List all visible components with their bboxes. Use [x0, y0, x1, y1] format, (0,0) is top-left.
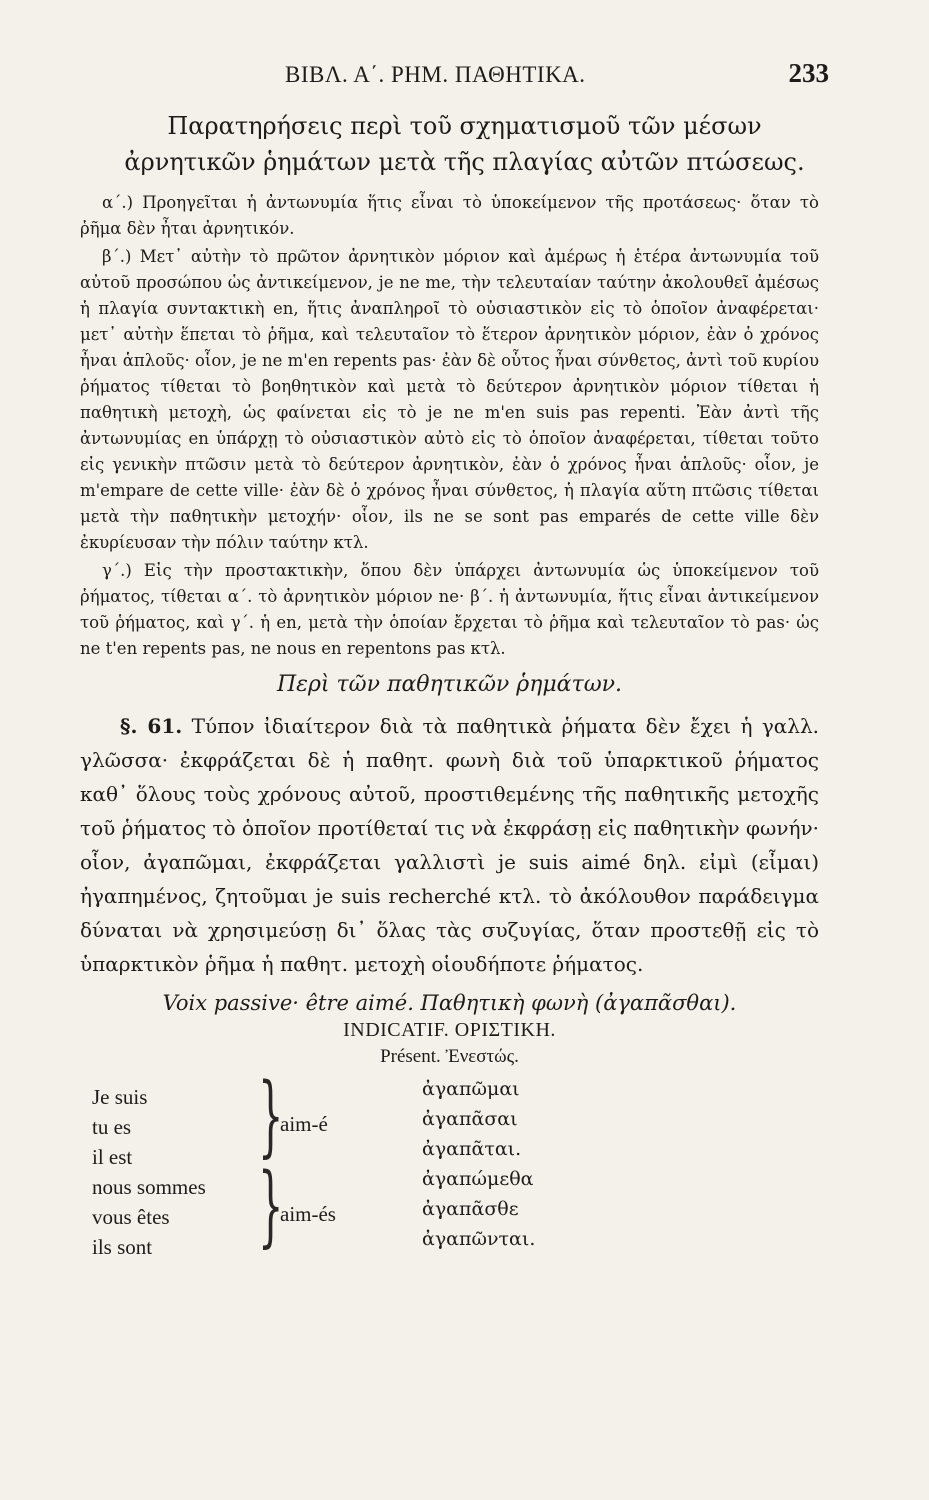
- section-number: §. 61.: [120, 714, 183, 738]
- french-form: vous êtes: [92, 1205, 170, 1229]
- tense-heading: Présent. Ἐνεστώς.: [380, 1046, 519, 1067]
- greek-form: ἀγαπᾶσθε: [422, 1198, 519, 1220]
- participle-stem: aim-és: [280, 1202, 336, 1226]
- french-form: il est: [92, 1145, 133, 1169]
- running-header: [80, 58, 829, 94]
- greek-form: ἀγαπᾶται.: [422, 1138, 522, 1160]
- section-61-paragraph: [80, 709, 819, 981]
- right-brace: }: [258, 1156, 284, 1258]
- participle-stem: aim-é: [280, 1112, 328, 1136]
- french-form: nous sommes: [92, 1175, 206, 1199]
- conjugation-table: [80, 1066, 819, 1259]
- paragraph-gamma: γ΄.) Εἰς τὴν προστακτικὴν, ὅπου δὲν ὑπάρχει ἀντωνυμία ὡς ὑποκείμενον τοῦ ῥήματος, τίθεται α΄. τὸ ἀρνητικὸν μόριον ne· β΄. ἡ ἀντωνυμία, ἥτις εἶναι ἀντικείμενον τοῦ ῥήματος, καὶ γ΄. ἡ en, μετὰ τὴν ὁποίαν ἔρχεται τὸ ῥῆμα καὶ τελευταῖον τὸ pas· ὡς ne t'en repents pas, ne nous en repentons pas κτλ.: [80, 561, 819, 658]
- section-title: Παρατηρήσεις περὶ τοῦ σχηματισμοῦ τῶν μέσων ἀρνητικῶν ῥημάτων μετὰ τῆς πλαγίας αὐτῶν πτώσεως.: [124, 112, 805, 176]
- running-title: ΒΙΒΛ. Α΄. ΡΗΜ. ΠΑΘΗΤΙΚΑ.: [285, 62, 586, 87]
- greek-form: ἀγαπᾶσαι: [422, 1108, 518, 1130]
- french-form: Je suis: [92, 1085, 148, 1109]
- french-form: ils sont: [92, 1235, 153, 1259]
- greek-form: ἀγαπῶμαι: [422, 1078, 520, 1100]
- voice-heading: Voix passive· être aimé. Παθητικὴ φωνὴ (ἀγαπᾶσθαι).: [162, 991, 737, 1015]
- paragraph-alpha: α΄.) Προηγεῖται ἡ ἀντωνυμία ἥτις εἶναι τὸ ὑποκείμενον τῆς προτάσεως· ὅταν τὸ ῥῆμα δὲν ἦται ἀρνητικόν.: [80, 193, 819, 238]
- french-form: tu es: [92, 1115, 132, 1139]
- section-61-text: Τύπον ἰδιαίτερον διὰ τὰ παθητικὰ ῥήματα δὲν ἔχει ἡ γαλλ. γλῶσσα· ἐκφράζεται δὲ ἡ παθητ. φωνὴ διὰ τοῦ ὑπαρκτικοῦ ῥήματος καθ᾽ ὅλους τοὺς χρόνους αὐτοῦ, προστιθεμένης τῆς παθητικῆς μετοχῆς τοῦ ῥήματος τὸ ὁποῖον προτίθεταί τις νὰ ἐκφράσῃ εἰς παθητικὴν φωνήν· οἷον, ἀγαπῶμαι, ἐκφράζεται γαλλιστὶ je suis aimé δηλ. εἰμὶ (εἶμαι) ἠγαπημένος, ζητοῦμαι je suis recherché κτλ. τὸ ἀκόλουθον παράδειγμα δύναται νὰ χρησιμεύσῃ δι᾽ ὅλας τὰς συζυγίας, ὅταν προστεθῇ εἰς τὸ ὑπαρκτικὸν ῥῆμα ἡ παθητ. μετοχὴ οἱουδήποτε ῥήματος.: [80, 714, 820, 976]
- greek-form: ἀγαπῶνται.: [422, 1228, 536, 1250]
- right-brace: }: [258, 1066, 284, 1168]
- paragraph-beta: β΄.) Μετ᾽ αὐτὴν τὸ πρῶτον ἀρνητικὸν μόριον καὶ ἀμέρως ἡ ἑτέρα ἀντωνυμία τοῦ αὐτοῦ προσώπου ὡς ἀντικείμενον, je ne me, τὴν τελευταίαν ταύτην ἀκολουθεῖ ἀμέσως ἡ πλαγία συντακτικὴ en, ἥτις ἀναπληροῖ τὸ οὐσιαστικὸν εἰς τὸ ὁποῖον ἀναφέρεται· μετ᾽ αὐτὴν ἕπεται τὸ ῥῆμα, καὶ τελευταῖον τὸ ἕτερον ἀρνητικὸν μόριον, ἐὰν ὁ χρόνος ἦναι ἁπλοῦς· οἷον, je ne m'en repents pas· ἐὰν δὲ οὗτος ἦναι σύνθετος, ἀντὶ τοῦ κυρίου ῥήματος τίθεται τὸ βοηθητικὸν καὶ μετὰ τὸ δεύτερον ἀρνητικὸν μόριον τίθεται ἡ παθητικὴ μετοχὴ, ὡς φαίνεται εἰς τὸ je ne m'en suis pas repenti. Ἐὰν ἀντὶ τῆς ἀντωνυμίας en ὑπάρχῃ τὸ οὐσιαστικὸν αὐτὸ εἰς τὸ ὁποῖον ἀναφέρεται, τίθεται τοῦτο εἰς γενικὴν πτῶσιν μετὰ τὸ δεύτερον ἀρνητικὸν, ἐὰν ὁ χρόνος ἦναι ἁπλοῦς· οἷον, je m'empare de cette ville· ἐὰν δὲ ὁ χρόνος ἦναι σύνθετος, ἡ πλαγία αὕτη πτῶσις τίθεται μετὰ τὴν παθητικὴν μετοχήν· οἷον, ils ne se sont pas emparés de cette ville δὲν ἐκυρίευσαν τὴν πόλιν ταύτην κτλ.: [80, 247, 819, 552]
- indicative-heading: INDICATIF. ΟΡΙΣΤΙΚΗ.: [343, 1019, 556, 1041]
- page-number: 233: [788, 58, 829, 88]
- greek-form: ἀγαπώμεθα: [422, 1168, 534, 1190]
- passive-verbs-heading: Περὶ τῶν παθητικῶν ῥημάτων.: [276, 672, 623, 697]
